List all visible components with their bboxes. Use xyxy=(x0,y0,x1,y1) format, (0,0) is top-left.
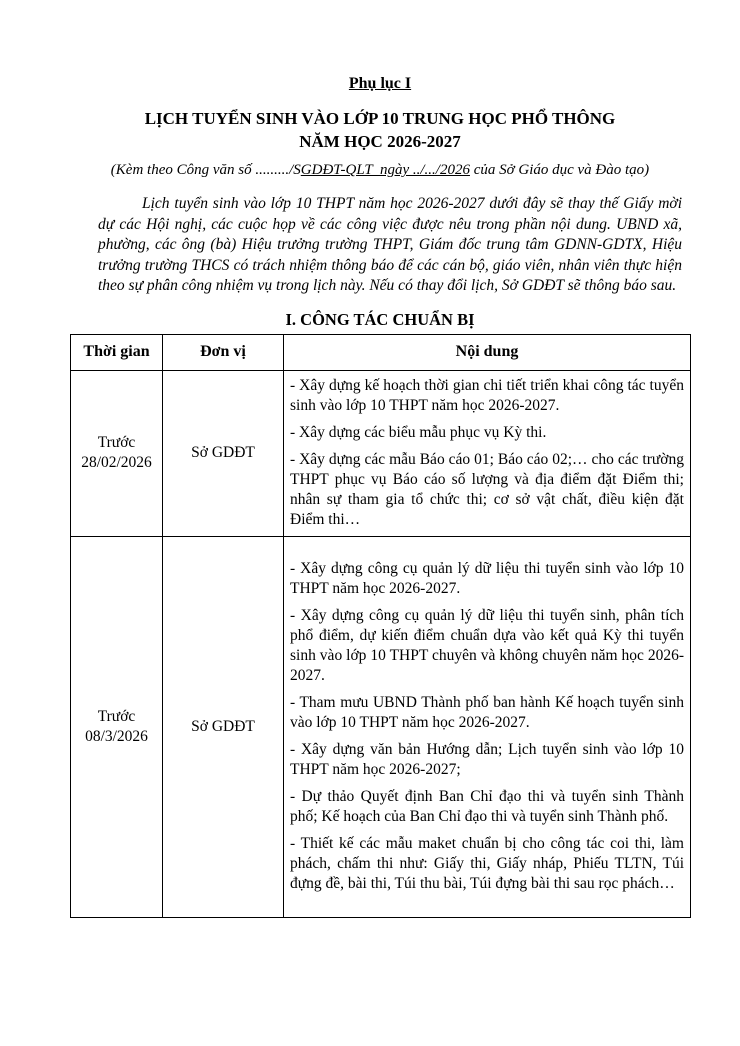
table-row xyxy=(71,370,691,536)
document-subtitle xyxy=(70,160,690,180)
content-item: - Xây dựng công cụ quản lý dữ liệu thi tuyển sinh vào lớp 10 THPT năm học 2026-2027. xyxy=(290,559,684,597)
time-cell: Trước 08/3/2026 xyxy=(71,536,163,917)
content-cell xyxy=(284,370,691,536)
column-header-content: Nội dung xyxy=(284,334,691,370)
document-title-line1: LỊCH TUYỂN SINH VÀO LỚP 10 TRUNG HỌC PHỔ THÔNG xyxy=(144,109,616,128)
unit-cell: Sở GDĐT xyxy=(163,536,284,917)
content-item: - Xây dựng kế hoạch thời gian chi tiết triển khai công tác tuyển sinh vào lớp 10 THPT năm học 2026-2027. xyxy=(290,376,684,414)
unit-cell: Sở GDĐT xyxy=(163,370,284,536)
column-header-time: Thời gian xyxy=(71,334,163,370)
section-heading: I. CÔNG TÁC CHUẨN BỊ xyxy=(285,309,475,329)
content-item: - Xây dựng văn bản Hướng dẫn; Lịch tuyển sinh vào lớp 10 THPT năm học 2026-2027; xyxy=(290,740,684,778)
table-row xyxy=(71,536,691,917)
content-cell xyxy=(284,536,691,917)
schedule-table xyxy=(70,334,691,918)
content-item: - Xây dựng các biểu mẫu phục vụ Kỳ thi. xyxy=(290,423,547,441)
subtitle-underlined-part: GDĐT-QLT ngày ../.../2026 xyxy=(300,162,470,178)
content-item: - Xây dựng các mẫu Báo cáo 01; Báo cáo 02;… cho các trường THPT phục vụ Báo cáo số lượng và địa điểm đặt Điểm thi; nhân sự tham gia tổ chức thi; cơ sở vật chất, điều kiện đặt Điểm thi… xyxy=(290,450,684,528)
subtitle-suffix: của Sở Giáo dục và Đào tạo) xyxy=(469,162,650,178)
column-header-unit: Đơn vị xyxy=(163,334,284,370)
document-title-line2: NĂM HỌC 2026-2027 xyxy=(299,132,461,151)
content-item: - Xây dựng công cụ quản lý dữ liệu thi tuyển sinh, phân tích phổ điểm, dự kiến điểm chuẩn dựa vào kết quả Kỳ thi tuyển sinh vào lớp 10 THPT chuyên và không chuyên năm học 2026-2027. xyxy=(290,606,684,684)
content-item: - Tham mưu UBND Thành phố ban hành Kế hoạch tuyển sinh vào lớp 10 THPT năm học 2026-2027. xyxy=(290,693,684,731)
document-title xyxy=(70,107,690,153)
table-header-row xyxy=(71,334,691,370)
time-cell: Trước 28/02/2026 xyxy=(71,370,163,536)
subtitle-prefix: (Kèm theo Công văn số ........./S xyxy=(110,162,301,178)
appendix-label: Phụ lục I xyxy=(348,75,412,92)
intro-paragraph: Lịch tuyển sinh vào lớp 10 THPT năm học 2026-2027 dưới đây sẽ thay thế Giấy mời dự các Hội nghị, các cuộc họp về các công việc được nêu trong phần nội dung. UBND xã, phường, các ông (bà) Hiệu trưởng trường THPT, Giám đốc trung tâm GDNN-GDTX, Hiệu trưởng trường THCS có trách nhiệm thông báo để các cán bộ, giáo viên, nhân viên thực hiện theo sự phân công nhiệm vụ trong lịch này. Nếu có thay đổi lịch, Sở GDĐT sẽ thông báo sau. xyxy=(98,195,682,294)
content-item: - Dự thảo Quyết định Ban Chỉ đạo thi và tuyển sinh Thành phố; Kế hoạch của Ban Chỉ đạo thi và tuyển sinh Thành phố. xyxy=(290,787,684,825)
content-item: - Thiết kế các mẫu maket chuẩn bị cho công tác coi thi, làm phách, chấm thi như: Giấy thi, Giấy nháp, Phiếu TLTN, Túi đựng đề, bài thi, Túi thu bài, Túi đựng bài thi sau rọc phách… xyxy=(290,834,684,892)
